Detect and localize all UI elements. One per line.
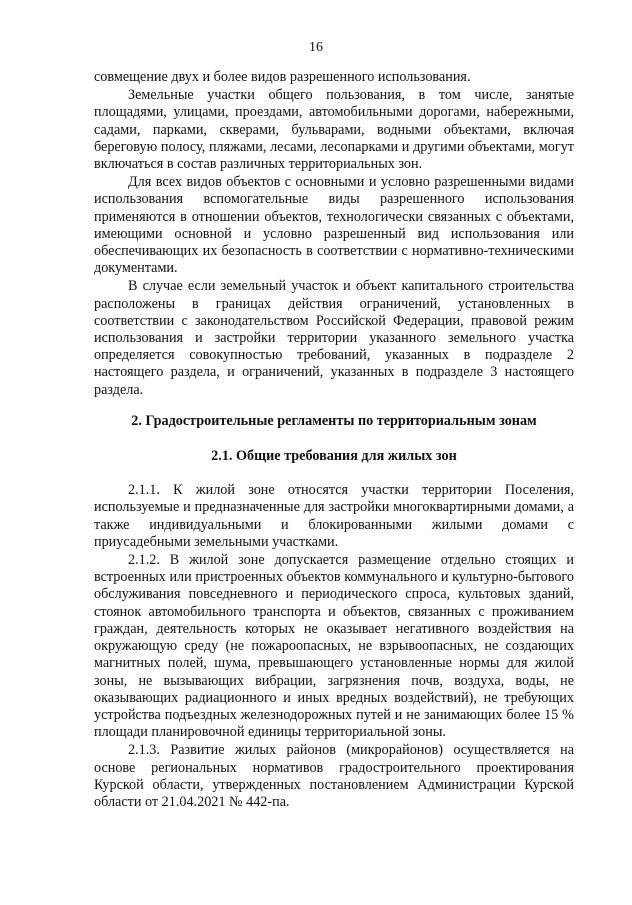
paragraph-2-1-3: 2.1.3. Развитие жилых районов (микрорайонов) осуществляется на основе региональных нормативов градостроительного проектирования Курской области, утвержденных постановлением Администрации Курской области от 21.04.2021 № 442-па.: [94, 742, 574, 810]
page-number: 16: [309, 40, 323, 55]
document-body: [94, 69, 574, 811]
paragraph-auxiliary-use: Для всех видов объектов с основными и условно разрешенными видами использования вспомогательные виды разрешенного использования применяются в отношении объектов, технологически связанных с объектами, имеющими основной и условно разрешенный вид использования или обеспечивающих их безопасность в соответствии с нормативно-техническими документами.: [94, 174, 574, 277]
paragraph-2-1-1: 2.1.1. К жилой зоне относятся участки территории Поселения, используемые и предназначенные для застройки многоквартирными домами, а также индивидуальными и блокированными жилыми домами с приусадебными земельными участками.: [94, 482, 574, 550]
paragraph-public-land: Земельные участки общего пользования, в том числе, занятые площадями, улицами, проездами, автомобильными дорогами, набережными, садами, парками, скверами, бульварами, водными объектами, включая береговую полосу, пляжами, лесами, лесопарками и другими объектами, могут включаться в состав различных территориальных зон.: [94, 87, 574, 173]
paragraph-restrictions: В случае если земельный участок и объект капитального строительства расположены в границах действия ограничений, установленных в соответствии с законодательством Российской Федерации, правовой режим использования и застройки территории указанного земельного участка определяется совокупностью требований, указанных в подразделе 2 настоящего раздела, и ограничений, указанных в подразделе 3 настоящего раздела.: [94, 278, 574, 398]
paragraph-2-1-2: 2.1.2. В жилой зоне допускается размещение отдельно стоящих и встроенных или пристроенных объектов коммунального и культурно-бытового обслуживания повседневного и периодического спроса, культовых зданий, стоянок автомобильного транспорта и объектов, связанных с проживанием граждан, деятельность которых не оказывает негативного воздействия на окружающую среду (не пожароопасных, не взрывоопасных, не создающих магнитных полей, шума, превышающего установленные нормы для жилой зоны, не вызывающих вибрации, загрязнения почв, воздуха, воды, не оказывающих радиационного и иных вредных воздействий), не требующих устройства подъездных железнодорожных путей и не занимающих более 15 % площади планировочной единицы территориальной зоны.: [94, 552, 574, 741]
section-heading: 2. Градостроительные регламенты по территориальным зонам: [131, 412, 537, 429]
paragraph-continuation: совмещение двух и более видов разрешенного использования.: [94, 69, 471, 85]
subsection-heading: 2.1. Общие требования для жилых зон: [211, 448, 457, 465]
